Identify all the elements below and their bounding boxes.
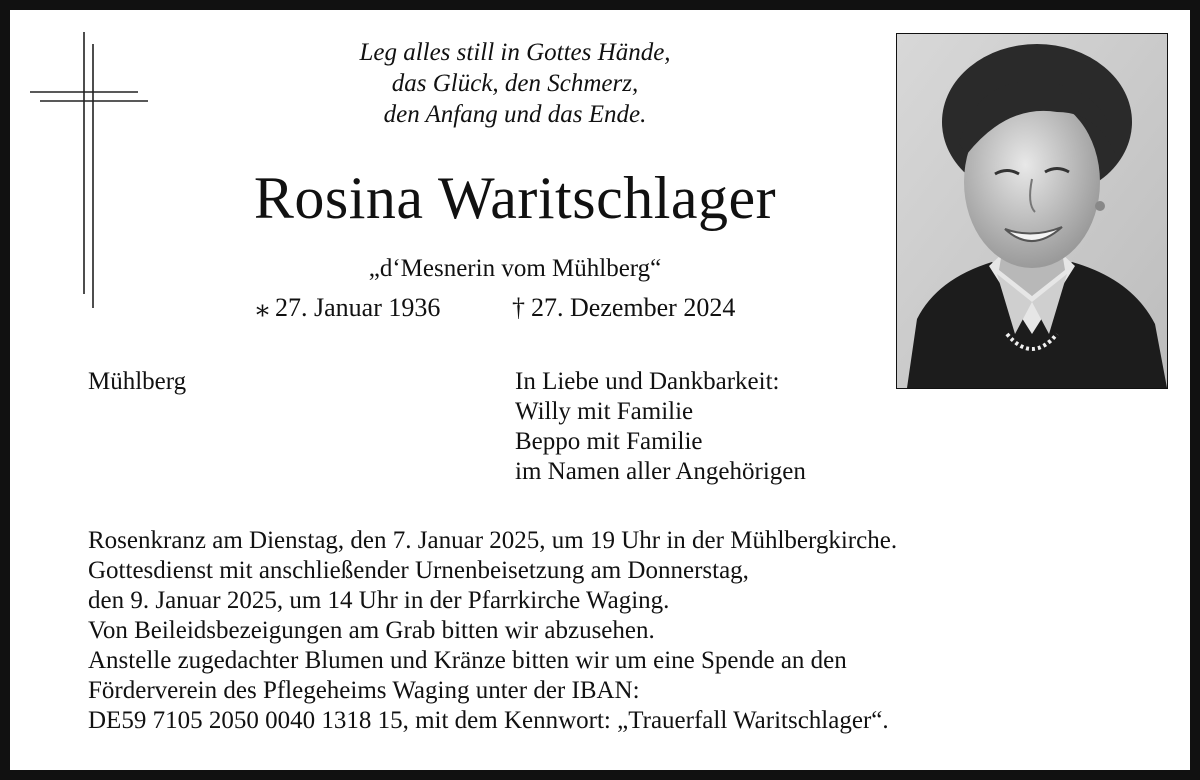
- mourners-line: In Liebe und Dankbarkeit:: [515, 368, 780, 395]
- notice-line: DE59 7105 2050 0040 1318 15, mit dem Kennwort: „Trauerfall Waritschlager“.: [88, 707, 889, 734]
- notice-line: Von Beileidsbezeigungen am Grab bitten wir abzusehen.: [88, 617, 655, 644]
- death-date-line: [512, 292, 735, 324]
- mourners-line: Willy mit Familie: [515, 398, 694, 425]
- death-date: 27. Dezember 2024: [531, 293, 736, 322]
- death-cross-icon: †: [512, 293, 525, 322]
- place-name: Mühlberg: [88, 368, 187, 395]
- deceased-name: Rosina Waritschlager: [253, 165, 777, 231]
- cross-icon: [30, 32, 150, 308]
- mourners-line: im Namen aller Angehörigen: [515, 458, 806, 485]
- portrait-photo: [896, 33, 1168, 389]
- birth-date: 27. Januar 1936: [275, 293, 441, 322]
- mourners-block: [515, 367, 806, 487]
- verse-line: den Anfang und das Ende.: [383, 101, 647, 128]
- notice-line: den 9. Januar 2025, um 14 Uhr in der Pfarrkirche Waging.: [88, 587, 670, 614]
- verse: [300, 37, 730, 130]
- verse-line: das Glück, den Schmerz,: [391, 70, 639, 97]
- birth-star-icon: ⁎: [256, 293, 269, 322]
- verse-line: Leg alles still in Gottes Hände,: [359, 39, 671, 66]
- notice-line: Rosenkranz am Dienstag, den 7. Januar 2025, um 19 Uhr in der Mühlbergkirche.: [88, 527, 898, 554]
- birth-date-line: [256, 292, 440, 324]
- notice-line: Gottesdienst mit anschließender Urnenbeisetzung am Donnerstag,: [88, 557, 749, 584]
- notice-line: Anstelle zugedachter Blumen und Kränze bitten wir um eine Spende an den: [88, 647, 847, 674]
- funeral-notice: [88, 526, 1148, 736]
- notice-line: Förderverein des Pflegeheims Waging unter der IBAN:: [88, 677, 640, 704]
- mourners-line: Beppo mit Familie: [515, 428, 703, 455]
- deceased-nickname: „d‘Mesnerin vom Mühlberg“: [368, 255, 662, 282]
